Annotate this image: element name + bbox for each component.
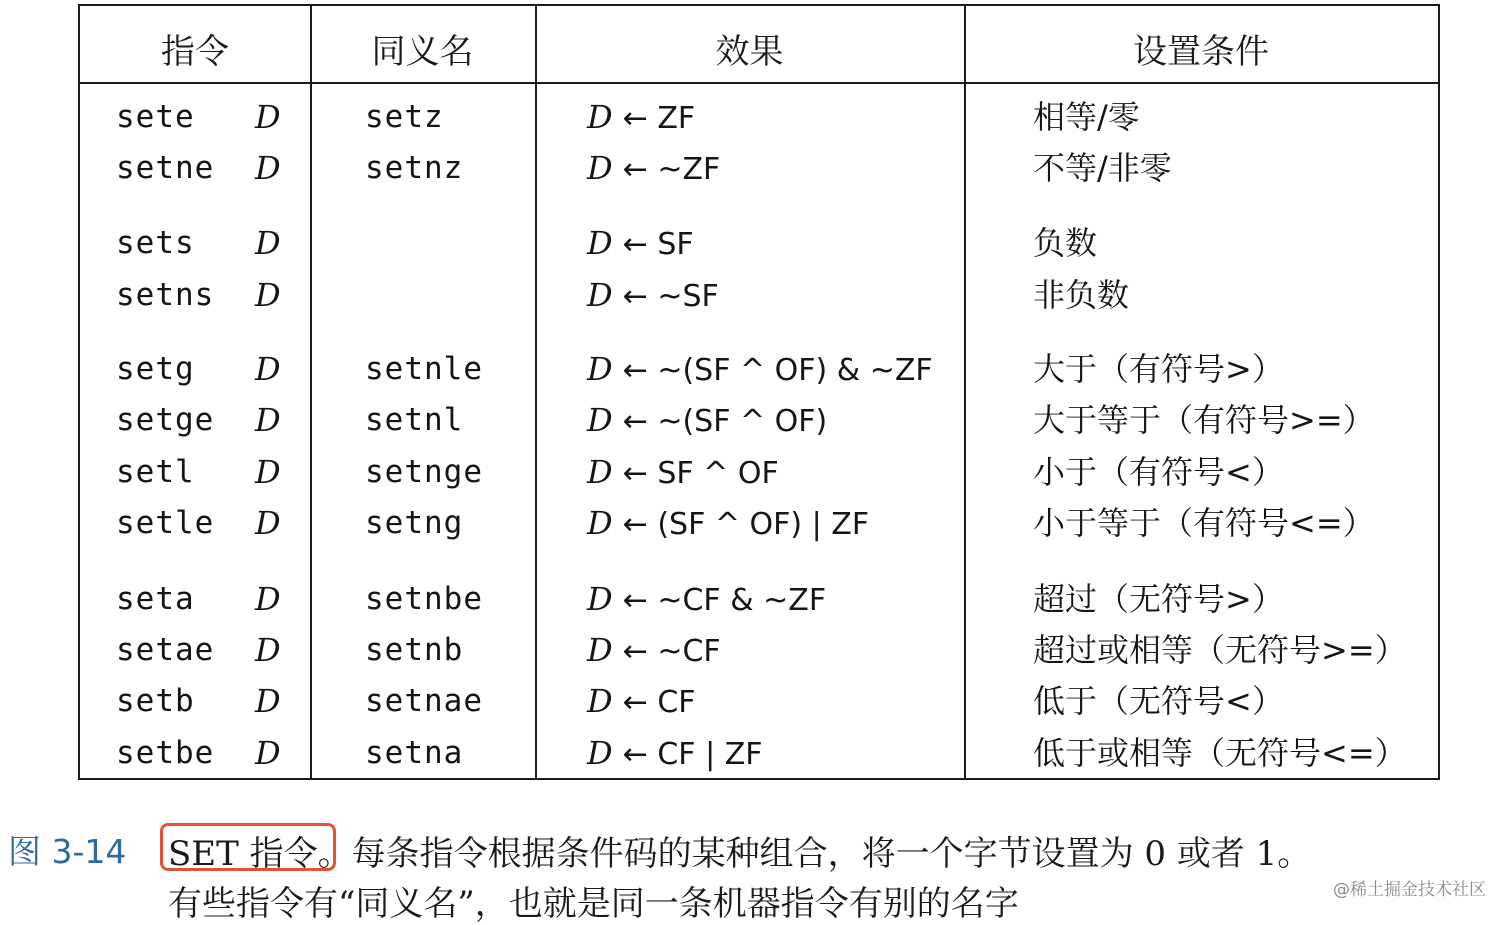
operand-cell: D: [255, 682, 281, 720]
header-synonym: 同义名: [371, 32, 474, 72]
effect-cell: [587, 92, 695, 142]
caption-highlight-text: SET 指令: [168, 834, 318, 874]
effect-cell: [587, 218, 694, 268]
operand-cell: D: [255, 453, 281, 491]
table-row: [80, 143, 1438, 193]
operand-cell: D: [255, 149, 281, 187]
instruction-cell: setg: [116, 351, 195, 387]
table-row: [80, 344, 1438, 394]
condition-cell: 大于（有符号>）: [1033, 350, 1284, 388]
condition-cell: 负数: [1033, 224, 1098, 262]
instruction-cell: setae: [116, 632, 215, 668]
instruction-cell: setge: [116, 402, 215, 438]
effect-expression: ← ~CF & ~ZF: [622, 583, 827, 618]
effect-destination: D: [587, 98, 613, 136]
synonym-cell: setnle: [365, 351, 483, 387]
condition-cell: 小于（有符号<）: [1033, 453, 1284, 491]
operand-cell: D: [255, 276, 281, 314]
table-row: [80, 728, 1438, 778]
operand-cell: D: [255, 98, 281, 136]
effect-destination: D: [587, 504, 613, 542]
effect-expression: ← ~SF: [622, 279, 719, 314]
effect-destination: D: [587, 276, 613, 314]
instruction-cell: setne: [116, 150, 215, 186]
synonym-cell: setz: [365, 99, 444, 135]
table-row: [80, 92, 1438, 142]
caption-line-2: 有些指令有“同义名”，也就是同一条机器指令有别的名字: [168, 884, 1019, 924]
effect-cell: [587, 728, 763, 778]
instruction-cell: setl: [116, 454, 195, 490]
synonym-cell: setnl: [365, 402, 464, 438]
effect-destination: D: [587, 350, 613, 388]
synonym-cell: setnae: [365, 683, 483, 719]
table-row: [80, 498, 1438, 548]
table-row: [80, 574, 1438, 624]
effect-destination: D: [587, 734, 613, 772]
figure-label: 图 3-14: [8, 832, 127, 871]
effect-destination: D: [587, 149, 613, 187]
synonym-cell: setnz: [365, 150, 464, 186]
effect-expression: ← CF: [622, 685, 696, 720]
operand-cell: D: [255, 631, 281, 669]
table-row: [80, 447, 1438, 497]
effect-destination: D: [587, 224, 613, 262]
effect-expression: ← ~ZF: [622, 152, 721, 187]
effect-cell: [587, 143, 720, 193]
synonym-cell: setnbe: [365, 581, 483, 617]
table-row: [80, 218, 1438, 268]
effect-expression: ← ~CF: [622, 634, 721, 669]
effect-destination: D: [587, 580, 613, 618]
effect-destination: D: [587, 453, 613, 491]
caption-line-1: [168, 826, 1311, 875]
header-condition: 设置条件: [1133, 32, 1269, 72]
effect-expression: ← SF: [622, 227, 694, 262]
operand-cell: D: [255, 734, 281, 772]
caption-line-1-rest: 。每条指令根据条件码的某种组合，将一个字节设置为 0 或者 1。: [317, 834, 1312, 874]
instruction-cell: sete: [116, 99, 195, 135]
instruction-cell: seta: [116, 581, 195, 617]
effect-cell: [587, 676, 696, 726]
synonym-cell: setnge: [365, 454, 483, 490]
effect-destination: D: [587, 631, 613, 669]
effect-cell: [587, 344, 933, 394]
effect-expression: ← ~(SF ^ OF): [622, 404, 828, 439]
instruction-cell: setbe: [116, 735, 215, 771]
effect-expression: ← CF | ZF: [622, 737, 763, 772]
condition-cell: 超过或相等（无符号>=）: [1033, 631, 1407, 669]
table-row: [80, 395, 1438, 445]
condition-cell: 非负数: [1033, 276, 1130, 314]
effect-expression: ← (SF ^ OF) | ZF: [622, 507, 870, 542]
table-row: [80, 270, 1438, 320]
effect-cell: [587, 574, 826, 624]
header-divider: [80, 82, 1438, 84]
synonym-cell: setng: [365, 505, 464, 541]
header-effect: 效果: [715, 32, 784, 72]
set-instruction-table: [78, 4, 1440, 780]
effect-cell: [587, 447, 779, 497]
condition-cell: 小于等于（有符号<=）: [1033, 504, 1375, 542]
condition-cell: 低于或相等（无符号<=）: [1033, 734, 1407, 772]
condition-cell: 低于（无符号<）: [1033, 682, 1284, 720]
condition-cell: 相等/零: [1033, 98, 1140, 136]
effect-destination: D: [587, 401, 613, 439]
effect-expression: ← ~(SF ^ OF) & ~ZF: [622, 353, 933, 388]
operand-cell: D: [255, 350, 281, 388]
instruction-cell: sets: [116, 225, 195, 261]
condition-cell: 超过（无符号>）: [1033, 580, 1284, 618]
condition-cell: 大于等于（有符号>=）: [1033, 401, 1375, 439]
watermark-text: @稀土掘金技术社区: [1333, 880, 1486, 900]
header-instruction: 指令: [161, 32, 229, 72]
operand-cell: D: [255, 401, 281, 439]
effect-cell: [587, 395, 827, 445]
effect-destination: D: [587, 682, 613, 720]
effect-cell: [587, 270, 719, 320]
operand-cell: D: [255, 224, 281, 262]
effect-expression: ← SF ^ OF: [622, 456, 779, 491]
effect-expression: ← ZF: [622, 101, 696, 136]
instruction-cell: setb: [116, 683, 195, 719]
condition-cell: 不等/非零: [1033, 149, 1172, 187]
synonym-cell: setnb: [365, 632, 464, 668]
table-row: [80, 625, 1438, 675]
table-row: [80, 676, 1438, 726]
operand-cell: D: [255, 504, 281, 542]
instruction-cell: setle: [116, 505, 215, 541]
effect-cell: [587, 498, 869, 548]
effect-cell: [587, 625, 721, 675]
synonym-cell: setna: [365, 735, 464, 771]
instruction-cell: setns: [116, 277, 215, 313]
operand-cell: D: [255, 580, 281, 618]
